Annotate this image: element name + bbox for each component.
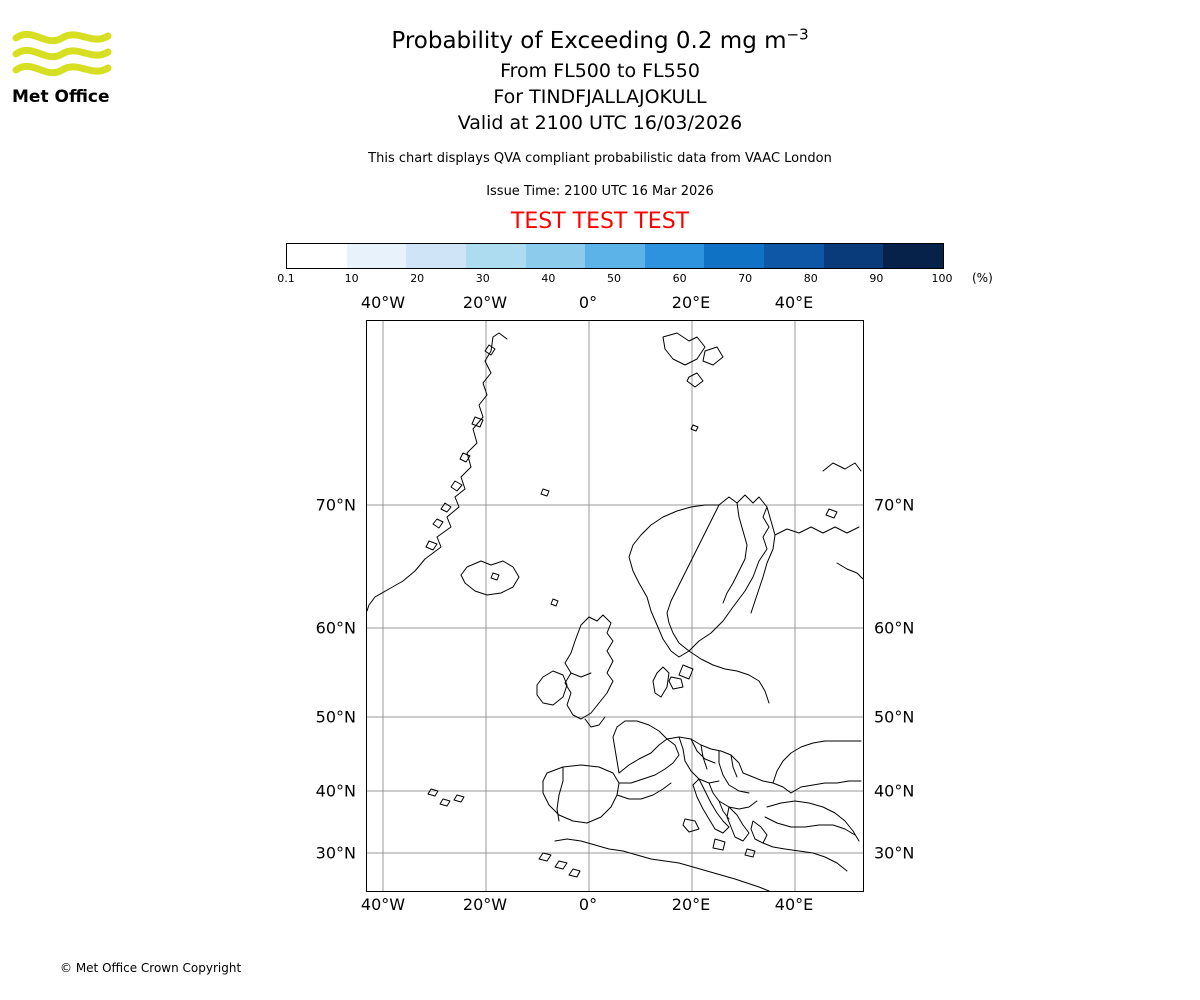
subtitle-valid-time: Valid at 2100 UTC 16/03/2026	[457, 112, 743, 134]
colorbar-tick-60: 60	[672, 272, 687, 285]
svg-text:Met Office: Met Office	[12, 87, 110, 107]
colorbar-tick-10: 10	[344, 272, 359, 285]
lat-tick-left-30°N: 30°N	[315, 843, 356, 863]
page-title	[0, 24, 1200, 58]
colorbar-swatch-7	[704, 244, 764, 268]
colorbar-swatch-8	[764, 244, 824, 268]
colorbar-swatch-4	[526, 244, 586, 268]
lat-tick-right-60°N: 60°N	[874, 618, 915, 638]
lon-tick-top-20°W: 20°W	[462, 293, 508, 312]
lat-tick-left-50°N: 50°N	[315, 707, 356, 727]
colorbar-swatch-1	[347, 244, 407, 268]
colorbar-tick-100: 100	[931, 272, 953, 285]
colorbar-swatch-6	[645, 244, 705, 268]
lat-tick-left-70°N: 70°N	[315, 495, 356, 515]
lat-tick-left-40°N: 40°N	[315, 781, 356, 801]
colorbar-swatch-9	[824, 244, 884, 268]
colorbar-tick-50: 50	[607, 272, 621, 285]
main-title-text: Probability of Exceeding 0.2 mg m	[391, 28, 787, 54]
coastlines	[367, 333, 863, 891]
map-panel[interactable]	[366, 320, 864, 892]
lat-tick-right-40°N: 40°N	[874, 781, 915, 801]
lon-tick-top-40°E: 40°E	[774, 293, 814, 312]
test-banner: TEST TEST TEST	[510, 209, 690, 234]
colorbar-unit-label: (%)	[972, 271, 993, 285]
qva-note: This chart displays QVA compliant probabilistic data from VAAC London	[368, 151, 832, 166]
colorbar-tick-80: 80	[803, 272, 818, 285]
lon-tick-bottom-20°W: 20°W	[462, 895, 508, 914]
lat-tick-right-50°N: 50°N	[874, 707, 915, 727]
colorbar-tick-0.1: 0.1	[277, 272, 295, 285]
lat-tick-left-60°N: 60°N	[315, 618, 356, 638]
subtitle-flight-levels: From FL500 to FL550	[500, 60, 700, 82]
colorbar-tick-70: 70	[738, 272, 753, 285]
lon-tick-top-40°W: 40°W	[360, 293, 406, 312]
chart-title-block	[0, 24, 1200, 235]
colorbar	[277, 243, 953, 288]
colorbar-swatch-2	[406, 244, 466, 268]
issue-time: Issue Time: 2100 UTC 16 Mar 2026	[486, 184, 714, 199]
colorbar-swatch-10	[883, 244, 943, 268]
colorbar-swatch-0	[287, 244, 347, 268]
subtitle-volcano: For TINDFJALLAJOKULL	[493, 86, 707, 108]
colorbar-tick-40: 40	[541, 272, 556, 285]
colorbar-swatch-3	[466, 244, 526, 268]
lat-tick-right-30°N: 30°N	[874, 843, 915, 863]
lon-tick-bottom-0°: 0°	[578, 895, 598, 914]
lon-tick-bottom-40°E: 40°E	[774, 895, 814, 914]
lon-tick-bottom-40°W: 40°W	[360, 895, 406, 914]
colorbar-tick-30: 30	[475, 272, 490, 285]
graticule	[367, 321, 863, 891]
colorbar-tick-90: 90	[869, 272, 884, 285]
colorbar-tick-labels	[277, 272, 953, 288]
lon-tick-bottom-20°E: 20°E	[671, 895, 711, 914]
lat-tick-right-70°N: 70°N	[874, 495, 915, 515]
colorbar-gradient	[286, 243, 944, 269]
lon-tick-top-0°: 0°	[578, 293, 598, 312]
copyright-notice: © Met Office Crown Copyright	[60, 961, 242, 975]
colorbar-tick-20: 20	[410, 272, 425, 285]
colorbar-swatch-5	[585, 244, 645, 268]
main-title-exponent: −3	[786, 25, 809, 44]
lon-tick-top-20°E: 20°E	[671, 293, 711, 312]
